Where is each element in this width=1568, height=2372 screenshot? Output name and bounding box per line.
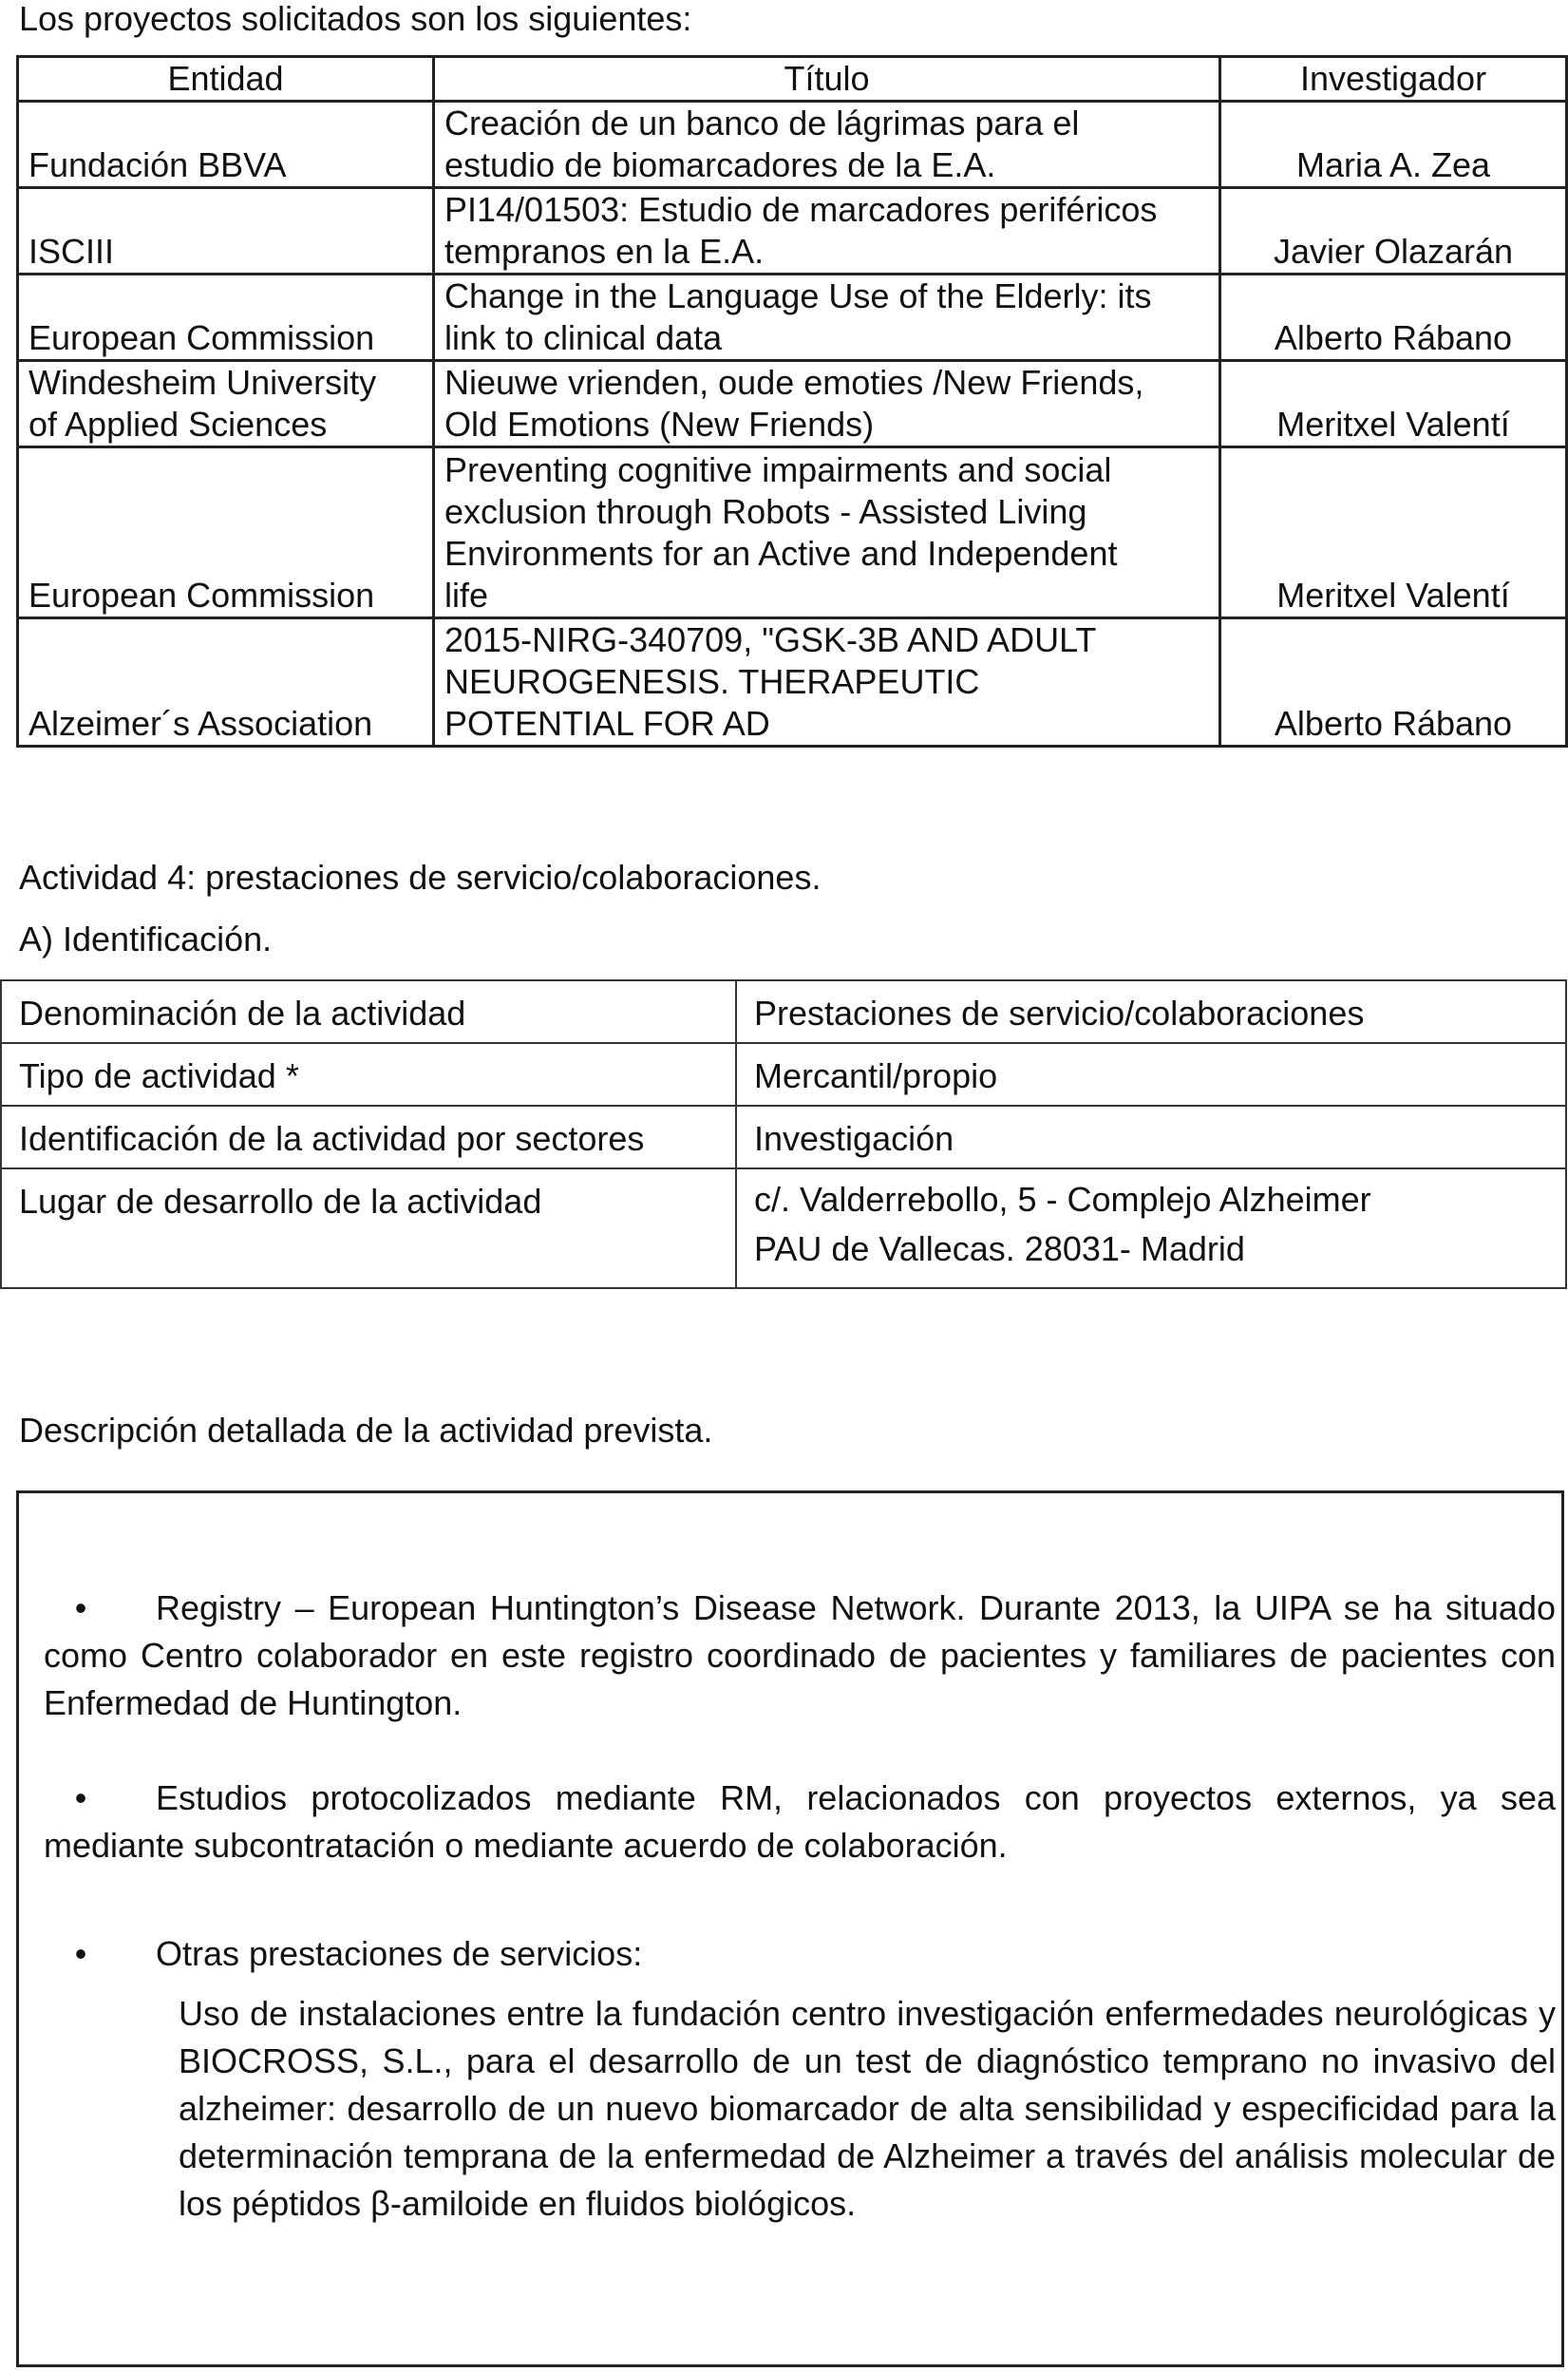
activity-value-cell [736,1168,1566,1288]
bullet-detail-paragraph: Uso de instalaciones entre la fundación centro investigación enfermedades neurológicas y BIOCROSS, S.L., para el desarrollo de un test de diagnóstico temprano no invasivo del alzheimer: desarrollo de un nuevo biomarcador de alta sensibilidad y especificidad para la determinación temprana de la enfermedad de Alzheimer a través del análisis molecular de los péptidos β-amiloide en fluidos biológicos. [179,1994,1556,2223]
project-title: Nieuwe vrienden, oude emoties /New Friends, Old Emotions (New Friends) [434,361,1220,447]
project-title: 2015-NIRG-340709, "GSK-3B AND ADULT NEUROGENESIS. THERAPEUTIC POTENTIAL FOR AD [434,618,1220,747]
project-title: Preventing cognitive impairments and social exclusion through Robots - Assisted Living Environments for an Active and Independent life [434,447,1220,618]
bullet-item [44,1930,1556,1978]
project-investigator: Meritxel Valentí [1220,361,1567,447]
activity-label: Denominación de la actividad [19,994,466,1033]
activity-label-cell [1,980,736,1043]
activity-value-line-1: c/. Valderrebollo, 5 - Complejo Alzheimer [754,1180,1371,1219]
activity-label-cell [1,1168,736,1288]
intro-text: Los proyectos solicitados son los siguientes: [19,0,692,38]
bullet-text: Registry – European Huntington’s Disease Network. Durante 2013, la UIPA se ha situado como Centro colaborador en este registro coordinado de pacientes y familiares de pacientes con Enfermedad de Huntington. [44,1588,1556,1722]
activity-table [0,979,1567,1289]
project-investigator: Maria A. Zea [1220,102,1567,188]
project-entity: Alzeimer´s Association [18,618,434,747]
project-title: Change in the Language Use of the Elderly: its link to clinical data [434,275,1220,361]
header-title: Título [434,57,1220,102]
activity-value-line-2: PAU de Vallecas. 28031- Madrid [754,1229,1245,1268]
bullet-icon: • [74,1934,87,1973]
description-heading: Descripción detallada de la actividad prevista. [19,1411,713,1450]
table-row [1,1168,1566,1288]
bullet-icon: • [74,1588,87,1627]
table-row [18,188,1567,275]
project-entity: European Commission [18,447,434,618]
project-entity: Fundación BBVA [18,102,434,188]
project-investigator: Meritxel Valentí [1220,447,1567,618]
table-row [18,102,1567,188]
activity-value: Investigación [754,1119,954,1158]
activity-label-cell [1,1106,736,1168]
activity-heading: Actividad 4: prestaciones de servicio/colaboraciones. [19,858,822,897]
project-investigator: Javier Olazarán [1220,188,1567,275]
bullet-item [44,1584,1556,1727]
project-title: PI14/01503: Estudio de marcadores periféricos tempranos en la E.A. [434,188,1220,275]
activity-value-cell [736,1043,1566,1106]
activity-value: Prestaciones de servicio/colaboraciones [754,994,1365,1033]
project-entity: European Commission [18,275,434,361]
table-row [18,361,1567,447]
projects-table [16,55,1568,748]
table-row [1,1106,1566,1168]
activity-value-cell [736,1106,1566,1168]
projects-header-row [18,57,1567,102]
activity-label: Tipo de actividad * [19,1056,299,1095]
bullet-text: Otras prestaciones de servicios: [156,1934,643,1973]
table-row [18,275,1567,361]
description-box [16,1490,1564,2367]
activity-label: Identificación de la actividad por sectores [19,1119,645,1158]
header-investigator: Investigador [1220,57,1567,102]
bullet-text: Estudios protocolizados mediante RM, relacionados con proyectos externos, ya sea mediante subcontratación o mediante acuerdo de colaboración. [44,1778,1556,1865]
table-row [18,618,1567,747]
project-title: Creación de un banco de lágrimas para el estudio de biomarcadores de la E.A. [434,102,1220,188]
project-investigator: Alberto Rábano [1220,618,1567,747]
activity-value: Mercantil/propio [754,1056,998,1095]
header-entity: Entidad [18,57,434,102]
identification-heading: A) Identificación. [19,920,273,958]
activity-label-cell [1,1043,736,1106]
project-investigator: Alberto Rábano [1220,275,1567,361]
table-row [18,447,1567,618]
bullet-item [44,1774,1556,1869]
activity-label: Lugar de desarrollo de la actividad [19,1182,542,1221]
bullet-icon: • [74,1778,87,1817]
table-row [1,980,1566,1043]
activity-value-cell [736,980,1566,1043]
project-entity: ISCIII [18,188,434,275]
project-entity: Windesheim University of Applied Sciences [18,361,434,447]
table-row [1,1043,1566,1106]
